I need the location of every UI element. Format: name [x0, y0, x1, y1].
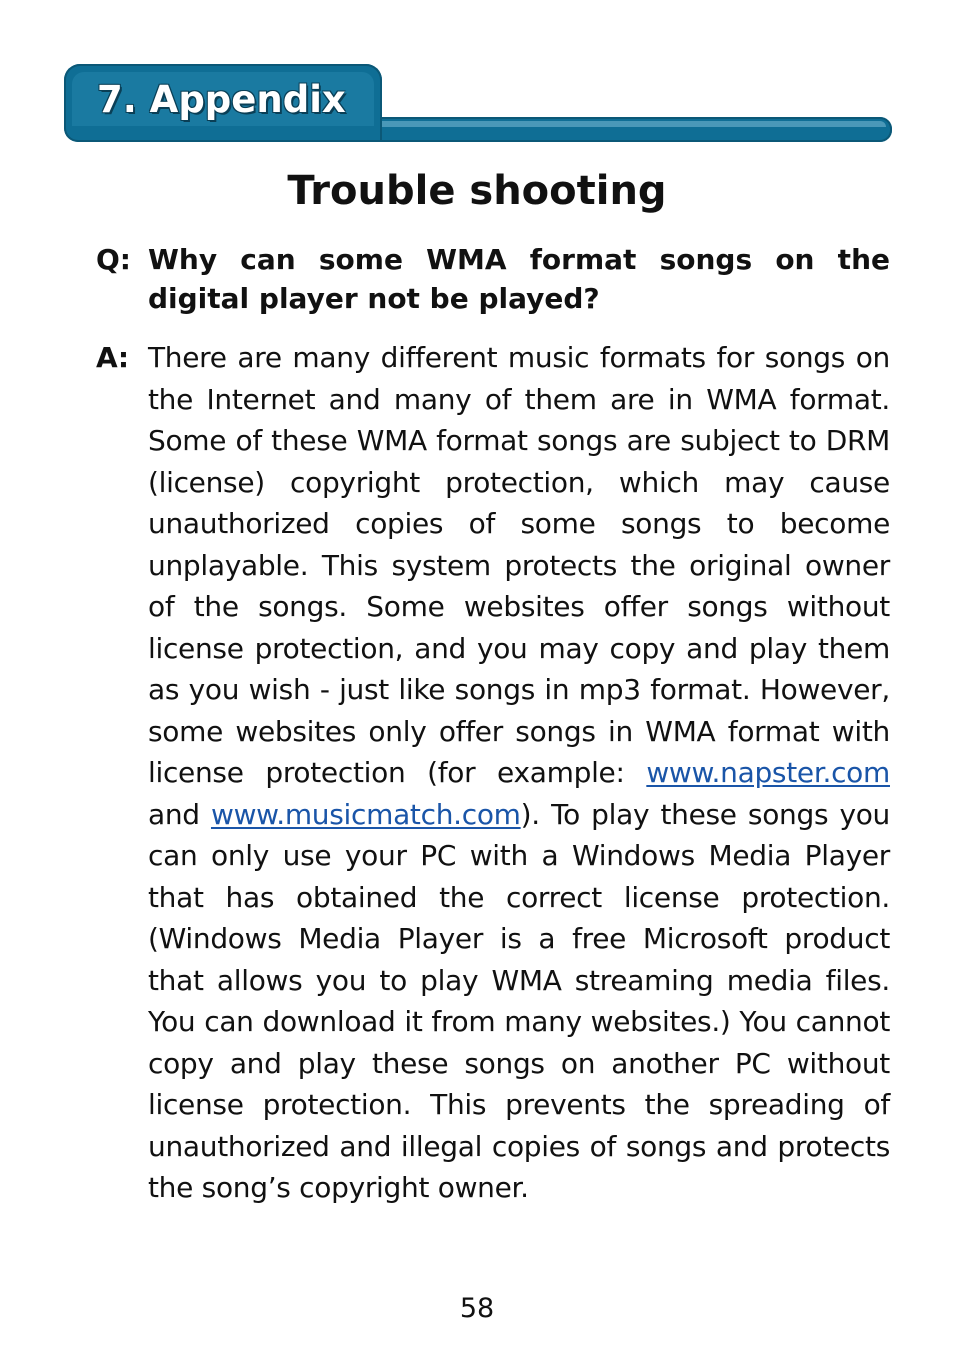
musicmatch-link[interactable]: www.musicmatch.com — [210, 797, 521, 831]
napster-link[interactable]: www.napster.com — [646, 756, 890, 789]
page-title: Trouble shooting — [287, 168, 667, 214]
section-title: 7. Appendix — [97, 78, 346, 121]
header-bar-highlight — [378, 121, 886, 127]
answer-label: A: — [96, 341, 129, 374]
answer-text — [148, 337, 890, 1209]
answer-text-part1: There are many different music formats for songs on the Internet and many of them are in WMA format. Some of these WMA format songs are subject to DRM (license) copyright protection, which may cause unauthorized copies of some songs to become unplayable. This system protects the original owner of the songs. Some websites offer songs without license protection, and you may copy and play them as you wish - just like songs in mp3 format. However, some websites only offer songs in WMA format with license protection (for example: — [148, 341, 890, 789]
answer — [96, 337, 890, 1209]
question — [96, 240, 890, 318]
question-text: Why can some WMA format songs on the digital player not be played? — [148, 243, 890, 315]
answer-text-and: and — [148, 797, 200, 831]
answer-text-part2: ). To play these songs you can only use your PC with a Windows Media Player that has obtained the correct license protection. (Windows Media Player is a free Microsoft product that allows you to play WMA streaming media files. You can download it from many websites.) You cannot copy and play these songs on another PC without license protection. This prevents the spreading of unauthorized and illegal copies of songs and protects the song’s copyright owner. — [148, 797, 890, 1204]
page-number: 58 — [459, 1293, 495, 1324]
question-label: Q: — [96, 243, 131, 276]
